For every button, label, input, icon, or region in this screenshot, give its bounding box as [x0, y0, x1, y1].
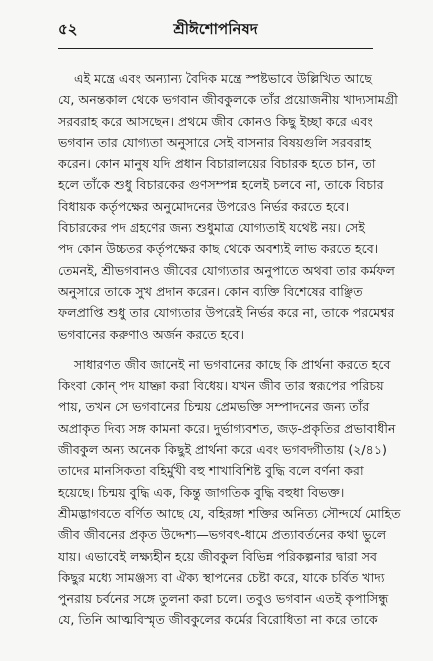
text-line: যায়। এভাবেই লক্ষ্যহীন হয়ে জীবকুল বিভিন্ন পরিকল্পনার দ্বারা সব	[58, 548, 378, 564]
text-line: বিচারকের পদ গ্রহণের জন্য শুধুমাত্র যোগ্যতাই যথেষ্ট নয়। সেই	[58, 220, 365, 236]
text-line: এই মন্ত্রে এবং অন্যান্য বৈদিক মন্ত্রে স্পষ্টভাবে উল্লিখিত আছে	[74, 71, 372, 86]
text-line: সরবরাহ করে আসছেন। প্রথমে জীব কোনও কিছু ইচ্ছা করে এবং	[58, 113, 373, 129]
text-line: জীবকুল অন্য অনেক কিছুই প্রার্থনা করে এবং ভগবদ্গীতায় (২/৪১)	[58, 442, 387, 458]
text-line: ভগবানের করুণাও অর্জন করতে হবে।	[58, 326, 244, 342]
text-line: হয়েছে। চিন্ময় বুদ্ধি এক, কিন্তু জাগতিক বুদ্ধি বহুধা বিভক্ত।	[58, 484, 345, 500]
page-header	[58, 18, 373, 40]
body-text	[58, 68, 422, 631]
text-line: ফলপ্রাপ্তি শুধু তার যোগ্যতার উপরেই নির্ভর করে না, তাকে পরমেশ্বর	[58, 305, 395, 321]
text-line: কিংবা কোন্ পদ যাচ্ঞা করা বিধেয়। যখন জীব তার স্বরূপের পরিচয়	[58, 378, 384, 394]
text-line: পায়, তখন সে ভগবানের চিন্ময় প্রেমভক্তি সম্পাদনের জন্য তাঁর	[58, 399, 370, 415]
text-line: অনুসারে তাকে সুখ প্রদান করেন। কোন ব্যক্তি বিশেষের বাঞ্ছিত	[58, 283, 363, 299]
text-line: তাদের মানসিকতা বহির্মুখী বহু শাখাবিশিষ্ট বুদ্ধি বলে বর্ণনা করা	[58, 463, 364, 479]
text-line: বিধায়ক কর্তৃপক্ষের অনুমোদনের উপরেও নির্ভর করতে হবে।	[58, 198, 350, 214]
text-line: পুনরায় চর্বনের সঙ্গে তুলনা করা চলে। তবুও ভগবান এতই কৃপাসিন্ধু	[58, 591, 389, 607]
text-line: শ্রীমদ্ভাগবতে বর্ণিত আছে যে, বহিরঙ্গা শক্তির অনিত্য সৌন্দর্যে মোহিত	[58, 505, 401, 521]
text-line: সাধারণত জীব জানেই না ভগবানের কাছে কি প্রার্থনা করতে হবে	[74, 356, 391, 372]
text-line: তেমনই, শ্রীভগবানও জীবের যোগ্যতার অনুপাতে অথবা তার কর্মফল	[58, 262, 395, 278]
text-line: জীব জীবনের প্রকৃত উদ্দেশ্য—ভগবৎ-ধামে প্রত্যাবর্তনের কথা ভুলে	[58, 527, 387, 543]
text-line: করেন। কোন মানুষ যদি প্রধান বিচারালয়ের বিচারক হতে চান, তা	[58, 156, 376, 172]
header-rule	[58, 48, 373, 49]
text-line: যে, অনন্তকাল থেকে ভগবান জীবকুলকে তাঁর প্রয়োজনীয় খাদ্যসামগ্রী	[58, 92, 398, 108]
text-line: ভগবান তার যোগ্যতা অনুসারে সেই বাসনার বিষয়গুলি সরবরাহ	[58, 134, 371, 150]
text-line: যে, তিনি আত্মবিস্মৃত জীবকুলের কর্মের বিরোধিতা না করে তাকে	[58, 612, 378, 628]
text-line: হলে তাঁকে শুধু বিচারকের গুণসম্পন্ন হলেই চলবে না, তাকে বিচার	[58, 177, 384, 193]
page-number: ৫২	[58, 20, 78, 38]
text-line: অপ্রাকৃত দিব্য সঙ্গ কামনা করে। দুর্ভাগ্যবশত, জড়-প্রকৃতির প্রভাবাধীন	[58, 420, 396, 436]
text-line: কিছুর মধ্যে সামঞ্জস্য বা ঐক্য স্থাপনের চেষ্টা করে, যাকে চর্বিত খাদ্য	[58, 569, 385, 585]
text-line: পদ কোন উচ্চতর কর্তৃপক্ষের কাছ থেকে অবশ্যই লাভ করতে হবে।	[58, 241, 379, 257]
running-title: শ্রীঈশোপনিষদ	[173, 20, 258, 38]
